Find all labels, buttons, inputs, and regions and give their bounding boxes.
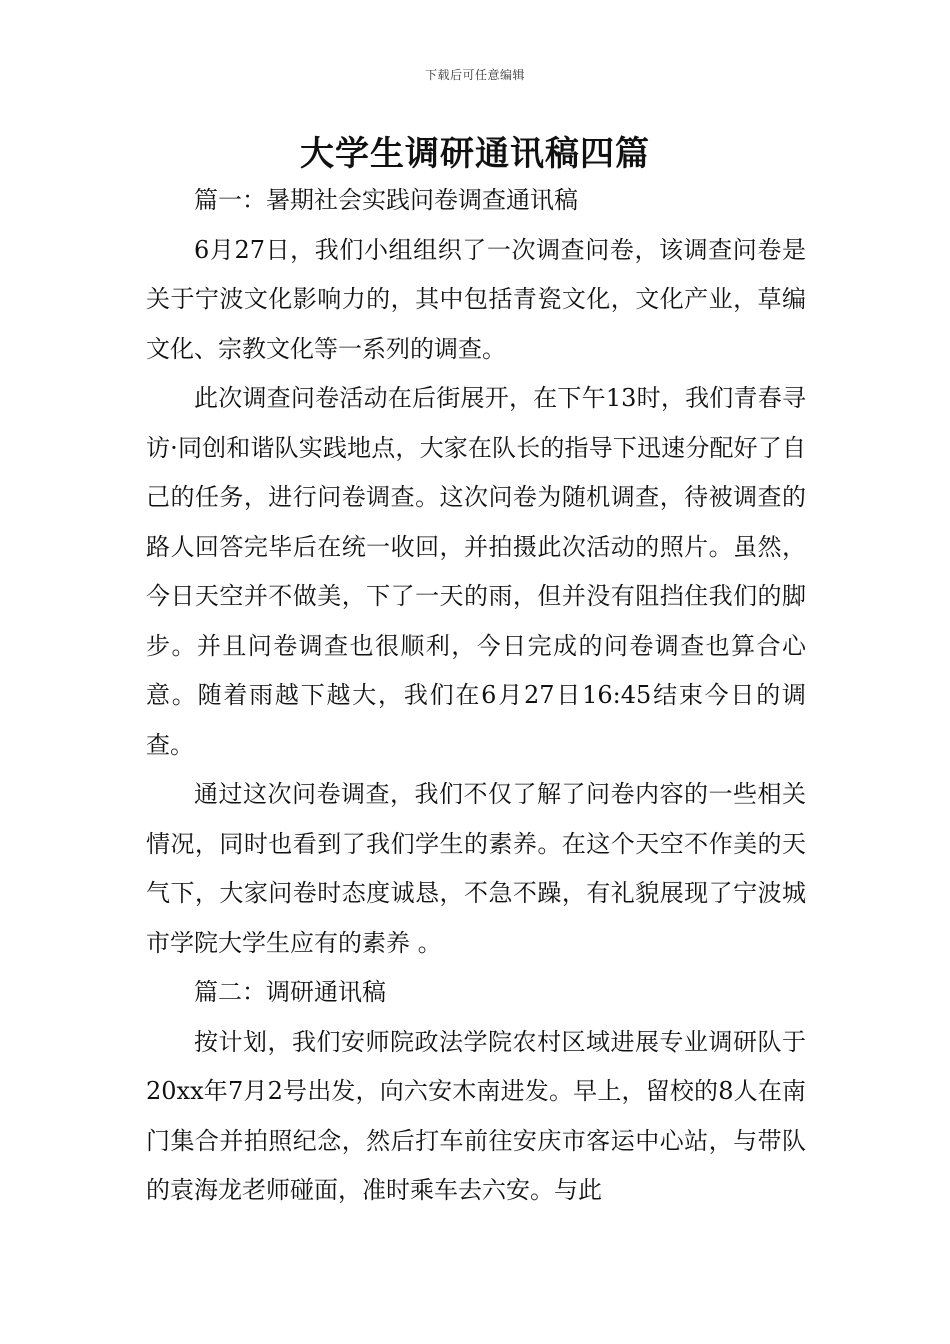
section-heading-2: 篇二：调研通讯稿 [194,978,386,1006]
document-title: 大学生调研通讯稿四篇 [300,134,650,174]
paragraph: 按计划，我们安师院政法学院农村区域进展专业调研队于20xx年7月2号出发，向六安木南进发。早上，留校的8人在南门集合并拍照纪念，然后打车前往安庆市客运中心站，与带队的袁海龙老师碰面，准时乘车去六安。与此 [146,1027,806,1204]
header-note: 下载后可任意编辑 [424,68,525,82]
paragraph: 通过这次问卷调查，我们不仅了解了问卷内容的一些相关情况，同时也看到了我们学生的素养。在这个天空不作美的天气下，大家问卷时态度诚恳，不急不躁，有礼貌展现了宁波城市学院大学生应有的素养 。 [146,780,806,957]
section-heading-1: 篇一：暑期社会实践问卷调查通讯稿 [194,186,578,214]
paragraph: 6月27日，我们小组组织了一次调查问卷，该调查问卷是关于宁波文化影响力的，其中包括青瓷文化，文化产业，草编文化、宗教文化等一系列的调查。 [146,235,806,363]
paragraph: 此次调查问卷活动在后街展开，在下午13时，我们青春寻访·同创和谐队实践地点，大家在队长的指导下迅速分配好了自己的任务，进行问卷调查。这次问卷为随机调查，待被调查的路人回答完毕后在统一收回，并拍摄此次活动的照片。虽然，今日天空并不做美，下了一天的雨，但并没有阻挡住我们的脚步。并且问卷调查也很顺利，今日完成的问卷调查也算合心意。随着雨越下越大，我们在6月27日16:45结束今日的调查。 [146,384,806,759]
document-body [146,176,806,1216]
